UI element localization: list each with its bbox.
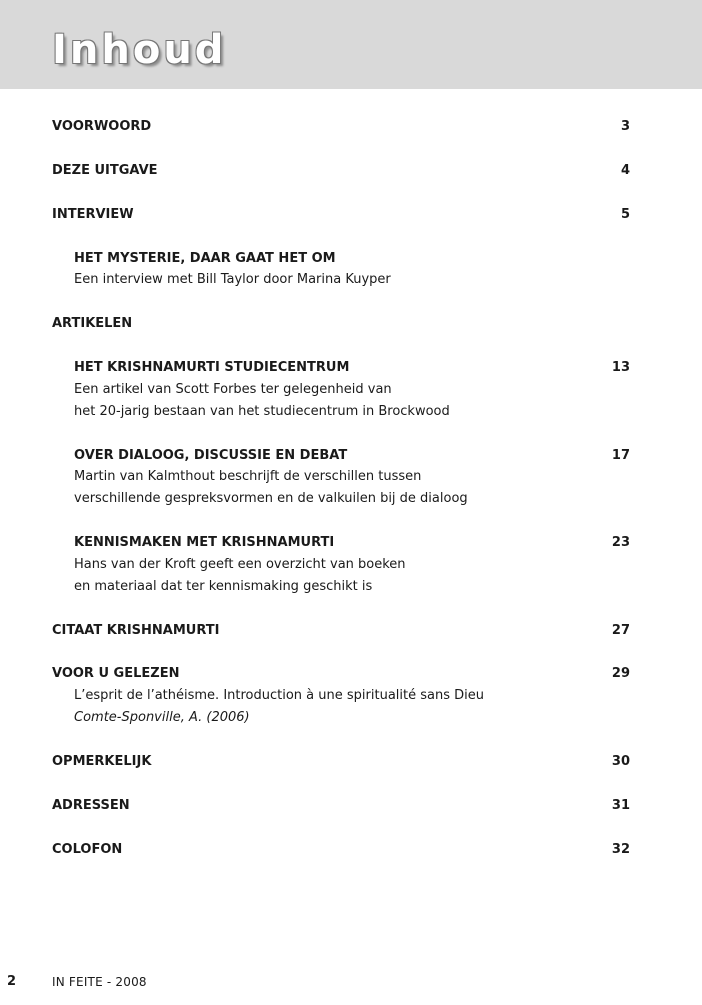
toc-entry-article-dialoog[interactable] <box>74 446 630 466</box>
toc-label: INTERVIEW <box>52 207 134 222</box>
toc-label: ARTIKELEN <box>52 316 133 331</box>
toc-entry-citaat[interactable] <box>52 621 630 641</box>
toc-entry-adressen[interactable] <box>52 796 630 816</box>
page-title: Inhoud <box>52 27 227 73</box>
toc-article-title: KENNISMAKEN MET KRISHNAMURTI <box>74 535 335 550</box>
toc-page-number: 32 <box>611 842 630 857</box>
toc-page-number: 17 <box>611 448 630 463</box>
toc-article-title: OVER DIALOOG, DISCUSSIE EN DEBAT <box>74 448 348 463</box>
toc-book-author: Comte-Sponville, A. (2006) <box>74 710 250 725</box>
toc-section-artikelen <box>52 314 630 334</box>
toc-description: L’esprit de l’athéisme. Introduction à une spiritualité sans Dieu <box>74 688 484 703</box>
toc-page-number: 29 <box>611 666 630 681</box>
toc-label: OPMERKELIJK <box>52 754 152 769</box>
toc-entry-opmerkelijk[interactable] <box>52 752 630 772</box>
toc-page-number: 23 <box>611 535 630 550</box>
toc-description: Een artikel van Scott Forbes ter gelegenheid van <box>74 382 392 397</box>
toc-page-number: 4 <box>620 163 630 178</box>
header-band <box>0 0 702 89</box>
toc-entry-interview-item[interactable] <box>74 249 630 269</box>
toc-article-title: HET KRISHNAMURTI STUDIECENTRUM <box>74 360 350 375</box>
toc-description: Een interview met Bill Taylor door Marina Kuyper <box>74 272 391 287</box>
toc-description: Hans van der Kroft geeft een overzicht van boeken <box>74 557 406 572</box>
toc-page-number: 13 <box>611 360 630 375</box>
toc-entry-deze-uitgave[interactable] <box>52 161 630 181</box>
toc-entry-interview[interactable] <box>52 205 630 225</box>
toc-page-number: 3 <box>620 119 630 134</box>
toc-page-number: 27 <box>611 623 630 638</box>
toc-entry-voorwoord[interactable] <box>52 117 630 137</box>
footer-issue-label: IN FEITE - 2008 <box>52 975 147 989</box>
toc-label: ADRESSEN <box>52 798 130 813</box>
toc-label: CITAAT KRISHNAMURTI <box>52 623 220 638</box>
footer-page-number: 2 <box>7 974 17 989</box>
toc-description: Martin van Kalmthout beschrijft de verschillen tussen <box>74 469 422 484</box>
toc-entry-voor-u-gelezen[interactable] <box>52 664 630 684</box>
toc-description: het 20-jarig bestaan van het studiecentrum in Brockwood <box>74 404 450 419</box>
toc-description: en materiaal dat ter kennismaking geschikt is <box>74 579 373 594</box>
toc-page-number: 31 <box>611 798 630 813</box>
toc-description: verschillende gespreksvormen en de valkuilen bij de dialoog <box>74 491 468 506</box>
toc-entry-article-studiecentrum[interactable] <box>74 358 630 378</box>
toc-page-number: 30 <box>611 754 630 769</box>
toc-page-number: 5 <box>620 207 630 222</box>
toc-entry-article-kennismaken[interactable] <box>74 533 630 553</box>
toc-label: COLOFON <box>52 842 123 857</box>
toc-article-title: HET MYSTERIE, DAAR GAAT HET OM <box>74 251 336 266</box>
toc-entry-colofon[interactable] <box>52 840 630 860</box>
toc-label: VOOR U GELEZEN <box>52 666 180 681</box>
toc-label: VOORWOORD <box>52 119 152 134</box>
toc-label: DEZE UITGAVE <box>52 163 158 178</box>
